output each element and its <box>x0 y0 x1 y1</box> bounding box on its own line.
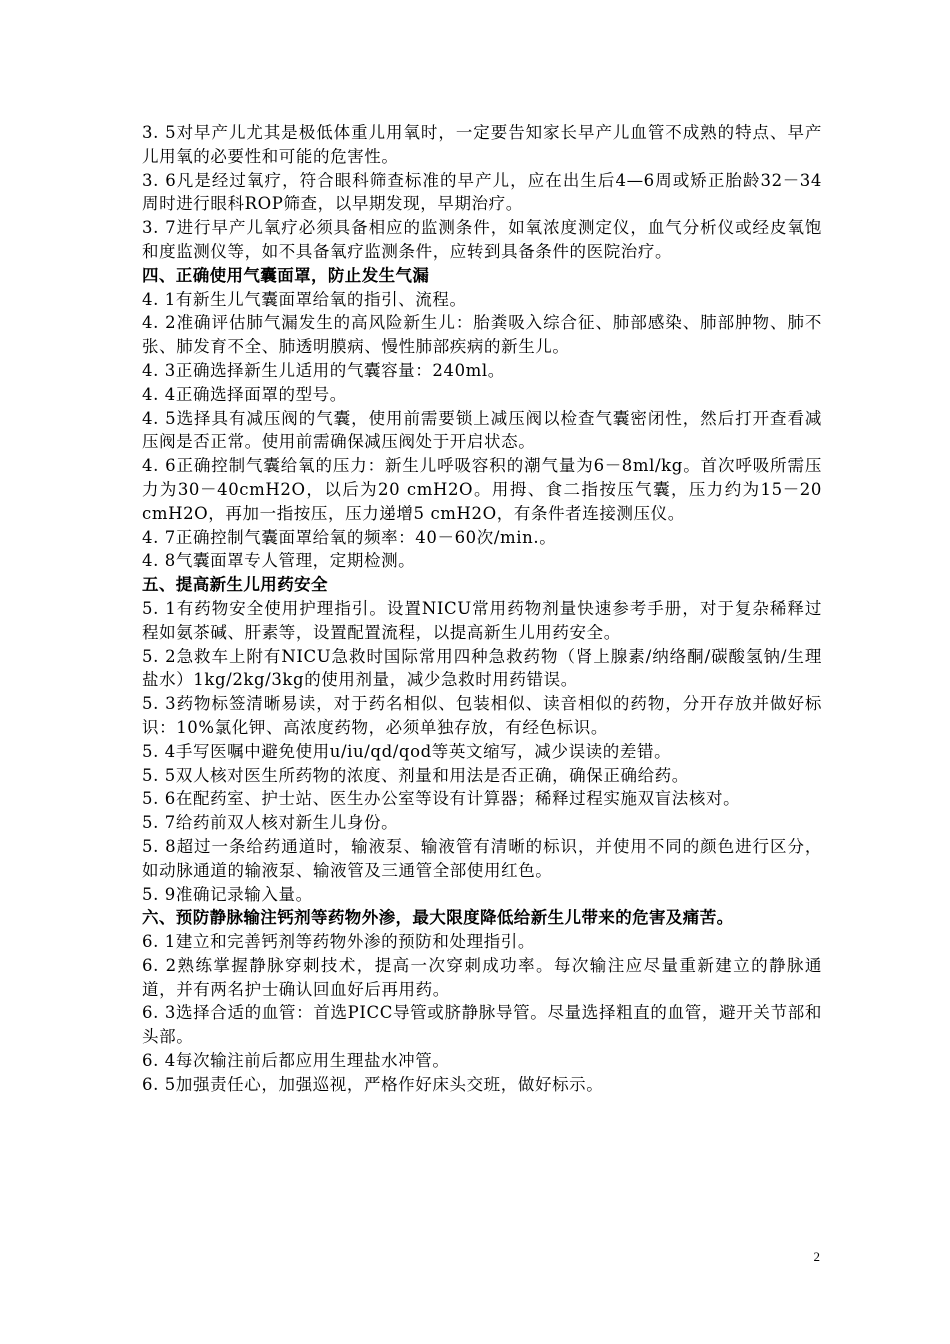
paragraph: 4. 3正确选择新生儿适用的气囊容量：240ml。 <box>142 360 505 380</box>
paragraph: 5. 7给药前双人核对新生儿身份。 <box>142 813 399 833</box>
page-number: 2 <box>813 1249 820 1264</box>
paragraph: 6. 3选择合适的血管：首选PICC导管或脐静脉导管。尽量选择粗直的血管，避开关节部和头部。 <box>142 1003 822 1047</box>
paragraph: 5. 5双人核对医生所药物的浓度、剂量和用法是否正确，确保正确给药。 <box>142 765 689 785</box>
paragraph: 4. 1有新生儿气囊面罩给氧的指引、流程。 <box>142 289 467 309</box>
paragraph: 6. 4每次输注前后都应用生理盐水冲管。 <box>142 1051 450 1071</box>
paragraph: 4. 6正确控制气囊给氧的压力：新生儿呼吸容积的潮气量为6－8ml/kg。首次呼吸所需压力为30－40cmH2O，以后为20 cmH2O。用拇、食二指按压气囊，压力约为15－20 cmH2O，再加一指按压，压力递增5 cmH2O，有条件者连接测压仪。 <box>142 456 822 523</box>
paragraph: 5. 1有药物安全使用护理指引。设置NICU常用药物剂量快速参考手册，对于复杂稀释过程如氨茶碱、肝素等，设置配置流程，以提高新生儿用药安全。 <box>142 598 822 642</box>
paragraph: 5. 9准确记录输入量。 <box>142 884 313 904</box>
section-heading: 六、预防静脉输注钙剂等药物外渗，最大限度降低给新生儿带来的危害及痛苦。 <box>142 908 734 928</box>
paragraph: 5. 6在配药室、护士站、医生办公室等设有计算器；稀释过程实施双盲法核对。 <box>142 789 741 809</box>
section-heading: 五、提高新生儿用药安全 <box>142 575 328 595</box>
paragraph: 6. 2熟练掌握静脉穿刺技术，提高一次穿刺成功率。每次输注应尽量重新建立的静脉通道，并有两名护士确认回血好后再用药。 <box>142 955 822 999</box>
paragraph: 4. 8气囊面罩专人管理，定期检测。 <box>142 551 416 571</box>
paragraph: 5. 3药物标签清晰易读，对于药名相似、包装相似、读音相似的药物，分开存放并做好标识：10%氯化钾、高浓度药物，必须单独存放，有经色标识。 <box>142 694 822 737</box>
paragraph: 6. 1建立和完善钙剂等药物外渗的预防和处理指引。 <box>142 932 535 952</box>
paragraph: 5. 2急救车上附有NICU急救时国际常用四种急救药物（肾上腺素/纳络酮/碳酸氢钠/生理盐水）1kg/2kg/3kg的使用剂量，减少急救时用药错误。 <box>142 646 822 690</box>
paragraph: 5. 8超过一条给药通道时，输液泵、输液管有清晰的标识，并使用不同的颜色进行区分，如动脉通道的输液泵、输液管及三通管全部使用红色。 <box>142 836 822 880</box>
paragraph: 4. 4正确选择面罩的型号。 <box>142 384 347 404</box>
paragraph: 4. 7正确控制气囊面罩给氧的频率：40－60次/min.。 <box>142 527 557 547</box>
section-heading: 四、正确使用气囊面罩，防止发生气漏 <box>142 265 430 285</box>
paragraph: 3. 7进行早产儿氧疗必须具备相应的监测条件，如氧浓度测定仪，血气分析仪或经皮氧饱和度监测仪等，如不具备氧疗监测条件，应转到具备条件的医院治疗。 <box>142 218 822 261</box>
paragraph: 3. 6凡是经过氧疗，符合眼科筛查标准的早产儿，应在出生后4—6周或矫正胎龄32－34周时进行眼科ROP筛查，以早期发现，早期治疗。 <box>142 170 822 214</box>
paragraph: 4. 2准确评估肺气漏发生的高风险新生儿：胎粪吸入综合征、肺部感染、肺部肿物、肺不张、肺发育不全、肺透明膜病、慢性肺部疾病的新生儿。 <box>142 313 822 357</box>
paragraph: 6. 5加强责任心，加强巡视，严格作好床头交班，做好标示。 <box>142 1074 604 1094</box>
paragraph: 3. 5对早产儿尤其是极低体重儿用氧时，一定要告知家长早产儿血管不成熟的特点、早产儿用氧的必要性和可能的危害性。 <box>142 123 822 166</box>
paragraph: 4. 5选择具有减压阀的气囊，使用前需要锁上减压阀以检查气囊密闭性，然后打开查看减压阀是否正常。使用前需确保减压阀处于开启状态。 <box>142 408 822 452</box>
paragraph: 5. 4手写医嘱中避免使用u/iu/qd/qod等英文缩写，减少误读的差错。 <box>142 741 672 761</box>
document-body <box>142 121 822 1097</box>
